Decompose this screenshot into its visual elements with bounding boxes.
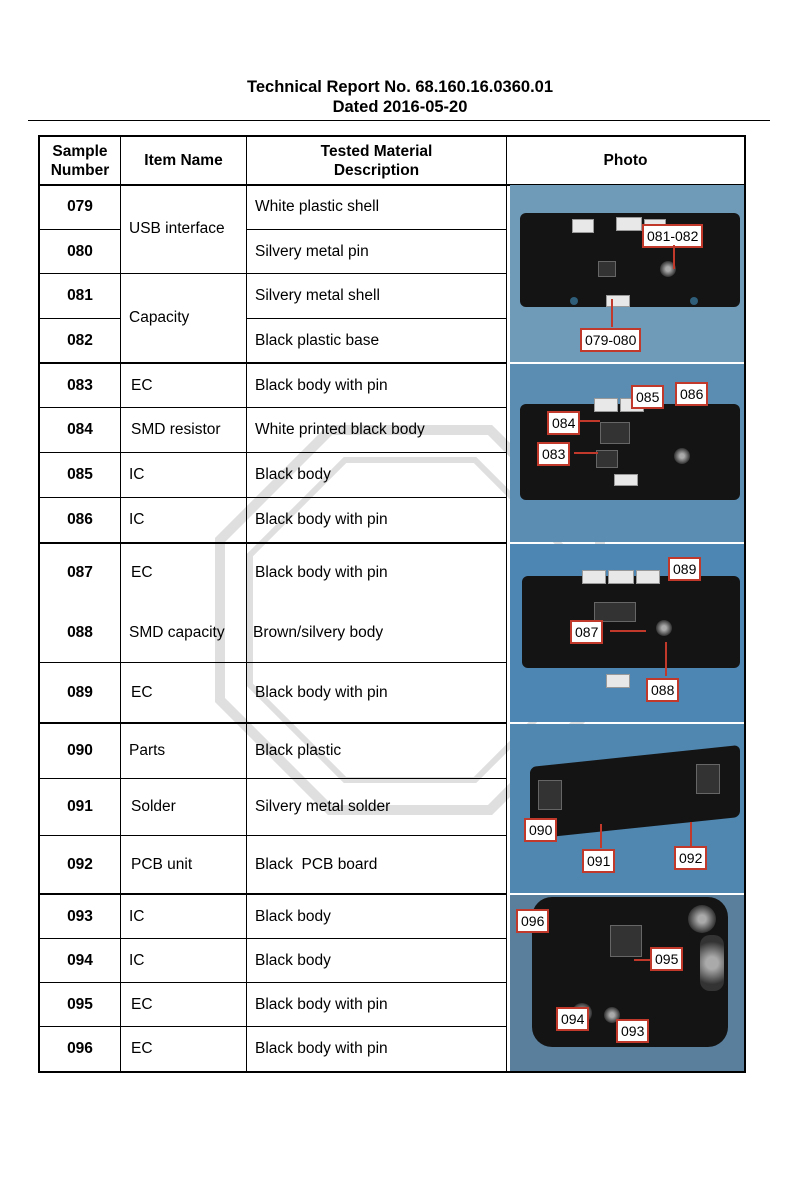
sample-number: 084 xyxy=(67,421,93,438)
sample-number: 080 xyxy=(67,242,93,260)
material-description: Black body with pin xyxy=(255,1040,388,1057)
item-name: IC xyxy=(129,466,145,483)
material-description: White printed black body xyxy=(255,421,425,438)
material-description: Silvery metal shell xyxy=(255,287,380,304)
photo-callout: 092 xyxy=(674,846,707,870)
photo-callout: 083 xyxy=(537,442,570,466)
material-description: Black body with pin xyxy=(255,511,388,528)
sample-number: 095 xyxy=(67,995,93,1013)
photo-usb-capacity xyxy=(510,185,744,362)
photo-callout: 084 xyxy=(547,411,580,435)
photo-ec-resistor-ic xyxy=(510,364,744,542)
material-description: Black plastic xyxy=(255,742,342,759)
item-name: SMD resistor xyxy=(131,421,221,438)
material-description: Black body xyxy=(255,907,331,925)
photo-callout: 089 xyxy=(668,557,701,581)
sample-number: 096 xyxy=(67,1040,93,1057)
item-name: Capacity xyxy=(129,309,190,326)
report-header xyxy=(0,77,800,117)
report-date: Dated 2016-05-20 xyxy=(332,98,468,116)
item-name: EC xyxy=(131,995,153,1013)
material-description: White plastic shell xyxy=(255,198,380,215)
sample-number: 083 xyxy=(67,376,93,394)
sample-number: 093 xyxy=(67,907,93,925)
photo-callout: 088 xyxy=(646,678,679,702)
photo-callout: 081-082 xyxy=(642,224,703,248)
item-name: IC xyxy=(129,907,145,925)
header-item-name: Item Name xyxy=(144,152,223,169)
photo-callout: 079-080 xyxy=(580,328,641,352)
photo-callout: 087 xyxy=(570,620,603,644)
sample-number: 090 xyxy=(67,742,93,759)
material-description: Silvery metal solder xyxy=(255,798,391,815)
photo-callout: 094 xyxy=(556,1007,589,1031)
item-name: EC xyxy=(131,1040,153,1057)
material-description: Black PCB board xyxy=(255,855,378,873)
item-name: PCB unit xyxy=(131,855,193,873)
photo-callout: 086 xyxy=(675,382,708,406)
item-name: EC xyxy=(131,564,153,581)
material-description: Silvery metal pin xyxy=(255,242,369,260)
header-description: Tested Material Description xyxy=(320,142,433,179)
sample-number: 085 xyxy=(67,466,93,483)
sample-number: 086 xyxy=(67,511,93,528)
photo-callout: 095 xyxy=(650,947,683,971)
sample-number: 082 xyxy=(67,331,93,349)
photo-ic-ec xyxy=(510,895,744,1071)
material-description: Black body xyxy=(255,466,331,483)
material-description: Black body xyxy=(255,951,331,969)
sample-number: 088 xyxy=(67,623,93,641)
sample-number: 087 xyxy=(67,564,93,581)
sample-number: 094 xyxy=(67,951,93,969)
material-description: Brown/silvery body xyxy=(253,623,384,641)
sample-table xyxy=(38,135,746,1073)
material-description: Black plastic base xyxy=(255,331,380,349)
item-name: USB interface xyxy=(129,220,225,237)
material-description: Black body with pin xyxy=(255,376,388,394)
item-name: Solder xyxy=(131,798,176,815)
item-name: SMD capacity xyxy=(129,623,225,641)
item-name: Parts xyxy=(129,742,166,759)
material-description: Black body with pin xyxy=(255,683,388,701)
pcb-board-image xyxy=(522,576,740,668)
item-name: EC xyxy=(131,376,153,394)
item-name: EC xyxy=(131,683,153,701)
photo-callout: 096 xyxy=(516,909,549,933)
photo-callout: 093 xyxy=(616,1019,649,1043)
sample-number: 089 xyxy=(67,683,93,701)
material-description: Black body with pin xyxy=(255,564,388,581)
photo-ec-smd-capacity xyxy=(510,544,744,722)
header-divider xyxy=(28,120,770,121)
photo-callout: 091 xyxy=(582,849,615,873)
header-sample-number: Sample Number xyxy=(50,142,110,179)
sample-number: 079 xyxy=(67,198,93,215)
sample-number: 081 xyxy=(67,287,93,304)
report-title: Technical Report No. 68.160.16.0360.01 xyxy=(246,78,553,96)
photo-parts-solder-pcb xyxy=(510,724,744,893)
item-name: IC xyxy=(129,951,145,969)
photo-callout: 090 xyxy=(524,818,557,842)
material-description: Black body with pin xyxy=(255,995,388,1013)
col-divider xyxy=(506,137,507,1071)
header-photo: Photo xyxy=(603,152,648,169)
photo-callout: 085 xyxy=(631,385,664,409)
sample-number: 091 xyxy=(67,798,93,815)
item-name: IC xyxy=(129,511,145,528)
sample-number: 092 xyxy=(67,855,93,873)
